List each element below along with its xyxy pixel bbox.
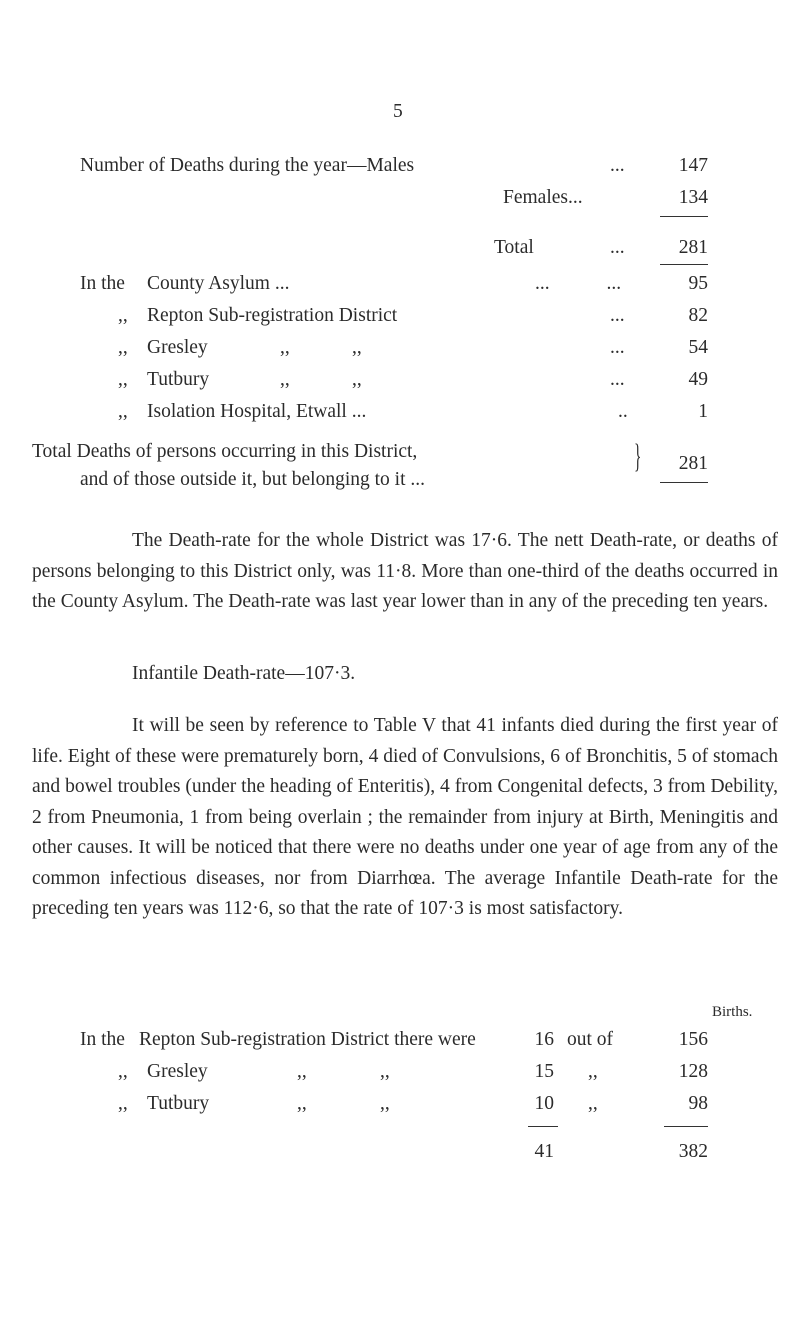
births-ditto: ,, (380, 1093, 390, 1114)
place-ditto: ,, (280, 337, 290, 358)
place-dots: ... (610, 337, 625, 358)
births-ditto: ,, (380, 1061, 390, 1082)
place-dots: ... ... (535, 273, 622, 294)
births-deaths: 10 (534, 1093, 554, 1114)
total-count: 281 (678, 237, 708, 258)
births-deaths: 15 (534, 1061, 554, 1082)
births-header: Births. (712, 1004, 753, 1020)
births-prefix: ,, (118, 1093, 128, 1114)
place-prefix: ,, (118, 401, 128, 422)
females-label: Females... (503, 187, 583, 208)
place-value: 1 (698, 401, 708, 422)
total-dots: ... (610, 237, 625, 258)
births-ditto: ,, (297, 1061, 307, 1082)
place-ditto: ,, (280, 369, 290, 390)
births-births: 128 (678, 1061, 708, 1082)
births-births: 98 (688, 1093, 708, 1114)
place-prefix: ,, (118, 337, 128, 358)
place-ditto: ,, (352, 337, 362, 358)
place-value: 49 (688, 369, 708, 390)
total-label: Total (494, 237, 534, 258)
total-deaths-value: 281 (678, 453, 708, 474)
place-prefix: ,, (118, 369, 128, 390)
births-births-rule (664, 1126, 708, 1127)
place-dots: ... (610, 305, 625, 326)
births-total-deaths: 41 (534, 1141, 554, 1162)
place-label: Repton Sub-registration District (147, 305, 398, 326)
males-count: 147 (678, 155, 708, 176)
births-of: ,, (588, 1093, 598, 1114)
births-deaths-rule (528, 1126, 558, 1127)
place-prefix: ,, (118, 305, 128, 326)
births-deaths: 16 (534, 1029, 554, 1050)
births-prefix: In the (80, 1029, 125, 1050)
place-label: Tutbury (147, 369, 210, 390)
total-deaths-line1: Total Deaths of persons occurring in this District, (32, 441, 418, 462)
males-dots: ... (610, 155, 625, 176)
place-prefix: In the (80, 273, 125, 294)
infantile-rate-line: Infantile Death-rate—107·3. (132, 663, 356, 684)
place-dots: ... (610, 369, 625, 390)
births-label: Repton Sub-registration District there were (139, 1029, 476, 1050)
births-label: Tutbury (147, 1093, 210, 1114)
total-deaths-line2: and of those outside it, but belonging to it ... (80, 469, 426, 490)
place-value: 82 (688, 305, 708, 326)
births-prefix: ,, (118, 1061, 128, 1082)
place-dots: .. (618, 401, 628, 422)
place-ditto: ,, (352, 369, 362, 390)
births-total-births: 382 (678, 1141, 708, 1162)
page-number: 5 (393, 101, 403, 122)
births-births: 156 (678, 1029, 708, 1050)
total-deaths-rule (660, 482, 708, 483)
births-label: Gresley (147, 1061, 208, 1082)
place-value: 95 (688, 273, 708, 294)
infants-paragraph: It will be seen by reference to Table V that 41 infants died during the first year of life. Eight of these were prematurely born, 4 died of Convulsions, 6 of Bronchitis, 5 of stomach and bowel troubles (under the heading of Enteritis), 4 from Congenital defects, 3 from Debility, 2 from Pneumonia, 1 from being overlain ; the remainder from injury at Birth, Meningitis and other causes. It will be noticed that there were no deaths under one year of age from any of the common infectious diseases, nor from Diarrhœa. The average Infantile Death-rate for the preceding ten years was 112·6, so that the rate of 107·3 is most satisfactory. (32, 715, 778, 919)
death-rate-paragraph: The Death-rate for the whole District was 17·6. The nett Death-rate, or deaths of persons belonging to this District only, was 11·8. More than one-third of the deaths occurred in the County Asylum. The Death-rate was last year lower than in any of the preceding ten years. (32, 530, 778, 612)
deaths-intro: Number of Deaths during the year—Males (80, 155, 415, 176)
births-ditto: ,, (297, 1093, 307, 1114)
place-label: Gresley (147, 337, 208, 358)
total-rule (660, 216, 708, 217)
place-value: 54 (688, 337, 708, 358)
females-count: 134 (678, 187, 708, 208)
total-underline (660, 264, 708, 265)
brace: } (634, 438, 642, 475)
place-label: County Asylum ... (147, 273, 290, 294)
place-label: Isolation Hospital, Etwall ... (147, 401, 367, 422)
births-of: ,, (588, 1061, 598, 1082)
births-of: out of (567, 1029, 614, 1050)
